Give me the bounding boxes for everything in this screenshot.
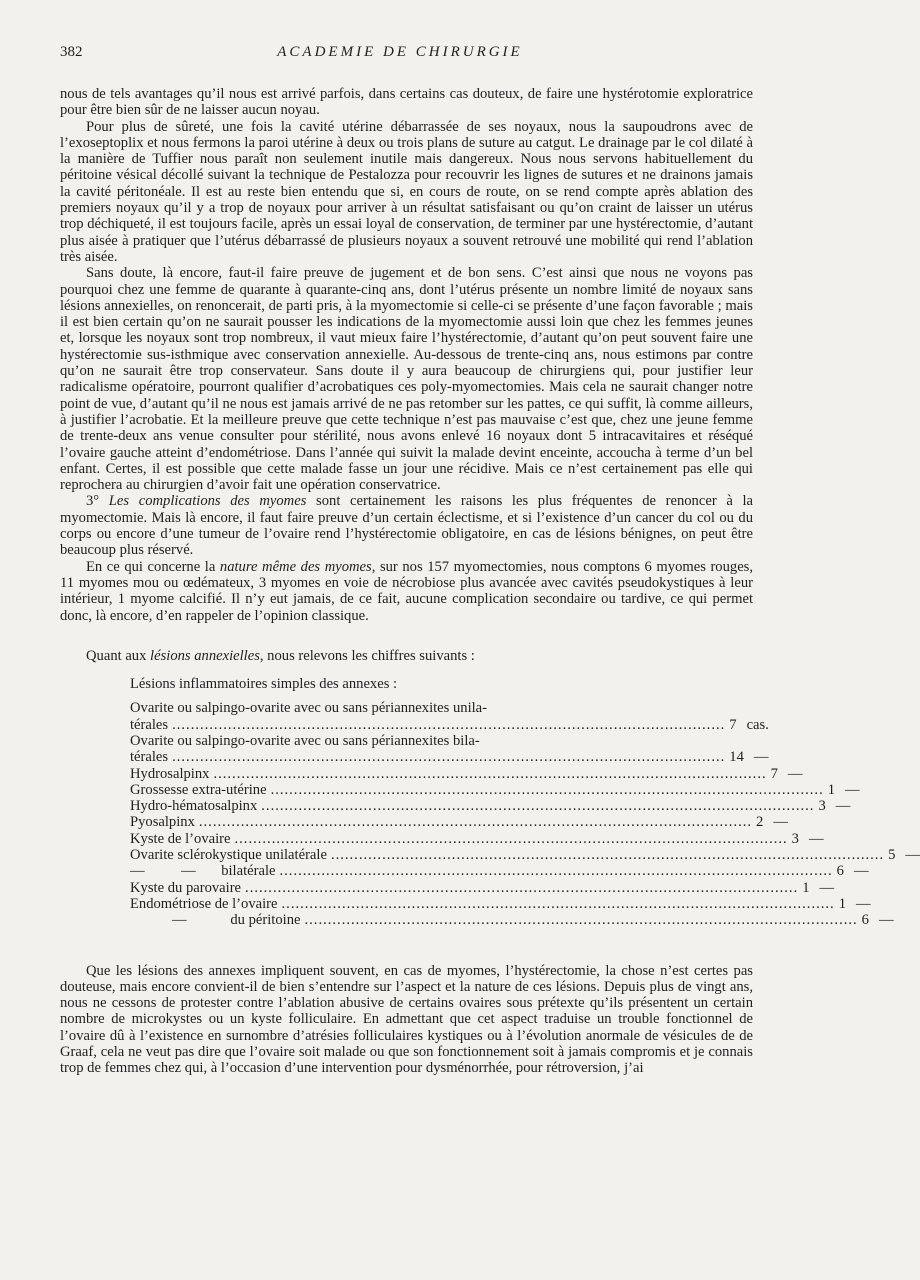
paragraph-rest: sont certainement les raisons les plus fréquentes de renoncer à la myomectomie. Mais là encore, il faut faire preuve d’un certain éclectisme, et si l’existence d’un cancer du col ou du corps ou encore d’une tumeur de l’ovaire rend l’hystérectomie obligatoire, en cas de lésions bénignes, on peut être beaucoup plus réservé.	[60, 493, 753, 559]
list-item-count: 5	[888, 847, 896, 864]
page-header	[0, 44, 800, 66]
list-item-continued-line	[130, 733, 748, 749]
list-item-unit: cas.	[746, 716, 769, 733]
list-item-unit: —	[773, 814, 788, 831]
list-item	[130, 830, 824, 847]
paragraph-final: Que les lésions des annexes impliquent souvent, en cas de myomes, l’hystérectomie, la chose n’est certes pas douteuse, mais encore convient-il de bien s’entendre sur l’aspect et la nature de ces lésions. Depuis plus de vingt ans, nous ne cessons de protester contre l’ablation abusive de certains ovaires sous prétexte qu’ils présentent un certain nombre de microkystes ou un kyste folliculaire. En admettant que cet aspect traduise un trouble fonctionnel de l’ovaire dû à l’existence en surnombre d’atrésies folliculaires kystiques ou à l’évolution anormale de vésicules de de Graaf, cela ne veut pas dire que l’ovaire soit malade ou que son fonctionnement soit à jamais compromis et je connais trop de femmes chez qui, à l’occasion d’une intervention pour dysménorrhée, pour rétroversion, j’ai	[60, 962, 753, 1077]
list-item-label: Kyste de l’ovaire	[130, 830, 231, 847]
paragraph: nous de tels avantages qu’il nous est arrivé parfois, dans certains cas douteux, de faire une hystérotomie exploratrice pour être bien sûr de ne laisser aucun noyau.	[60, 86, 753, 119]
list-item-label: térales	[130, 749, 169, 766]
list-item-label: Grossesse extra-utérine	[130, 781, 267, 798]
list-item-count: 1	[802, 879, 810, 896]
list-item	[130, 912, 894, 929]
paragraph-complications	[60, 493, 753, 558]
list-item-count: 7	[729, 716, 737, 733]
list-item-label: térales	[130, 716, 169, 733]
list-item	[130, 847, 920, 864]
list-item-count: 1	[838, 895, 846, 912]
list-item-unit: —	[853, 863, 869, 880]
paragraph-italic: lésions annexielles,	[150, 647, 264, 664]
list-item-unit: —	[753, 749, 769, 766]
list-item	[130, 716, 769, 733]
list-item-count: 7	[770, 765, 778, 782]
leader-dots: .......................................................................................................................	[234, 830, 788, 847]
leader-dots: .......................................................................................................................	[279, 863, 833, 880]
leader-dots: .......................................................................................................................	[245, 879, 799, 896]
list-item	[130, 814, 788, 831]
paragraph-rest: sur nos 157 myomectomies, nous comptons 6 myomes rouges, 11 myomes mou ou œdémateux, 3 myomes en voie de nécrobiose plus avancée avec cavités pseudokystiques à leur intérieur, 1 myome calcifié. Il n’y eut jamais, de ce fait, aucune complication secondaire ou tardive, ce qui permet donc, là encore, d’en rappeler de l’opinion classique.	[60, 558, 754, 624]
list-item-label: — du péritoine	[172, 912, 301, 929]
paragraph-lead: 3°	[86, 493, 109, 510]
list-item	[130, 749, 769, 766]
list-item-unit: —	[808, 830, 824, 847]
leader-dots: .......................................................................................................................	[261, 798, 815, 815]
list-item-count: 14	[729, 749, 744, 766]
body-text	[60, 86, 920, 1077]
list-item-count: 3	[791, 830, 799, 847]
list-item-count: 2	[756, 814, 764, 831]
list-item	[130, 879, 835, 896]
list-item-unit: —	[787, 765, 803, 782]
leader-dots: .......................................................................................................................	[304, 912, 858, 929]
list-item-unit: —	[845, 781, 860, 798]
paragraph: Pour plus de sûreté, une fois la cavité utérine débarrassée de ses noyaux, nous la saupoudrons avec de l’exoseptoplix et nous fermons la paroi utérine à deux ou trois plans de suture au catgut. Le drainage par le col dilaté à la manière de Tuffier nous paraît non seulement inutile mais dangereux. Nous nous servons habituellement du péritoine vésical décollé suivant la technique de Pestalozza pour recouvrir les lignes de sutures et ne drainons jamais la cavité péritonéale. Il est au reste bien entendu que si, en cours de route, on se rend compte après ablation des premiers noyaux qu’il y a trop de noyaux pour arriver à un résultat satisfaisant ou qu’on craint de laisser un utérus trop déchiqueté, il est toujours facile, après un essai loyal de conservation, de terminer par une hystérectomie, d’autant plus aisée à pratiquer que l’utérus débarrassé de plusieurs noyaux a souvent retrouvé une mobilité qui rend l’ablation très aisée.	[60, 118, 753, 265]
list-item	[130, 798, 851, 815]
list-item	[130, 781, 860, 798]
list-item-label: Hydro-hématosalpinx	[130, 798, 258, 815]
leader-dots: .......................................................................................................................	[172, 716, 726, 733]
lesion-list	[130, 700, 920, 929]
list-item-label-line1: Ovarite ou salpingo-ovarite avec ou sans périannexites unila-	[130, 700, 488, 717]
paragraph-italic: nature même des myomes,	[219, 558, 376, 575]
list-item-count: 1	[827, 781, 836, 798]
paragraph-rest: nous relevons les chiffres suivants :	[263, 647, 475, 664]
list-item-label: — — bilatérale	[130, 863, 276, 880]
paragraph-nature	[60, 559, 753, 624]
list-item	[130, 765, 803, 782]
leader-dots: .......................................................................................................................	[213, 765, 767, 782]
list-item-count: 6	[836, 863, 844, 880]
list-item-count: 6	[861, 912, 869, 929]
paragraph-italic: Les complications des myomes	[108, 493, 307, 510]
list-item-label: Endométriose de l’ovaire	[130, 895, 278, 912]
running-title: ACADEMIE DE CHIRURGIE	[277, 44, 523, 60]
paragraph-lead: Quant aux	[86, 647, 151, 664]
paragraph-lead: En ce qui concerne la	[86, 558, 220, 575]
list-item-label: Hydrosalpinx	[130, 765, 210, 782]
paragraph: Sans doute, là encore, faut-il faire preuve de jugement et de bon sens. C’est ainsi que nous ne voyons pas pourquoi chez une femme de quarante à quarante-cinq ans, dont l’utérus présente un nombre limité de noyaux sans lésions annexielles, on renoncerait, de parti pris, à la myomectomie si celle-ci se présente d’une façon favorable ; mais il est bien certain qu’on ne saurait pousser les indications de la myomectomie aussi loin que chez les femmes jeunes et, lorsque les noyaux sont trop nombreux, il vaut mieux faire l’hystérectomie, d’autant qu’on peut souvent faire une hystérectomie sus-isthmique avec conservation annexielle. Au-dessous de trente-cinq ans, nous estimons par contre qu’on ne saurait être trop conservateur. Sans doute il y aura beaucoup de chirurgiens qui, pour justifier leur radicalisme opératoire, pourront qualifier d’acrobatiques ces poly-myomectomies. Mais cela ne saurait changer notre point de vue, d’autant qu’il ne nous est jamais arrivé de ne pas retomber sur les pattes, ce qui suffit, là comme ailleurs, à justifier l’acrobatie. Et la meilleure preuve que cette technique n’est pas mauvaise c’est que, chez une jeune femme de trente-deux ans venue consulter pour stérilité, nous avons enlevé 16 noyaux dont 5 intracavitaires et réséqué l’ovaire gauche atteint d’endométriose. Dans l’année qui suivit la malade devint enceinte, accoucha à terme d’un bel enfant. Certes, il est possible que cette malade fasse un jour une récidive. Mais ce n’est certainement pas elle qui reprochera au chirurgien d’avoir fait une opération conservatrice.	[60, 265, 753, 494]
list-heading: Lésions inflammatoires simples des annexes :	[130, 676, 398, 693]
list-item-count: 3	[818, 798, 826, 815]
list-item-unit: —	[855, 895, 871, 912]
list-item	[130, 863, 869, 880]
list-item	[130, 895, 871, 912]
leader-dots: .......................................................................................................................	[198, 814, 753, 831]
paragraph-quant	[60, 648, 753, 664]
leader-dots: .......................................................................................................................	[270, 781, 824, 798]
list-item-unit: —	[905, 847, 920, 864]
leader-dots: .......................................................................................................................	[172, 749, 726, 766]
list-item-label: Pyosalpinx	[130, 814, 195, 831]
list-item-unit: —	[835, 798, 851, 815]
list-item-unit: —	[878, 912, 894, 929]
page-number: 382	[60, 44, 83, 60]
list-item-continued-line	[130, 700, 748, 716]
leader-dots: .......................................................................................................................	[281, 895, 835, 912]
list-item-label: Ovarite sclérokystique unilatérale	[130, 847, 327, 864]
list-item-unit: —	[819, 879, 835, 896]
list-item-label: Kyste du parovaire	[130, 879, 242, 896]
list-item-label-line1: Ovarite ou salpingo-ovarite avec ou sans périannexites bila-	[130, 732, 480, 749]
leader-dots: .......................................................................................................................	[330, 847, 885, 864]
